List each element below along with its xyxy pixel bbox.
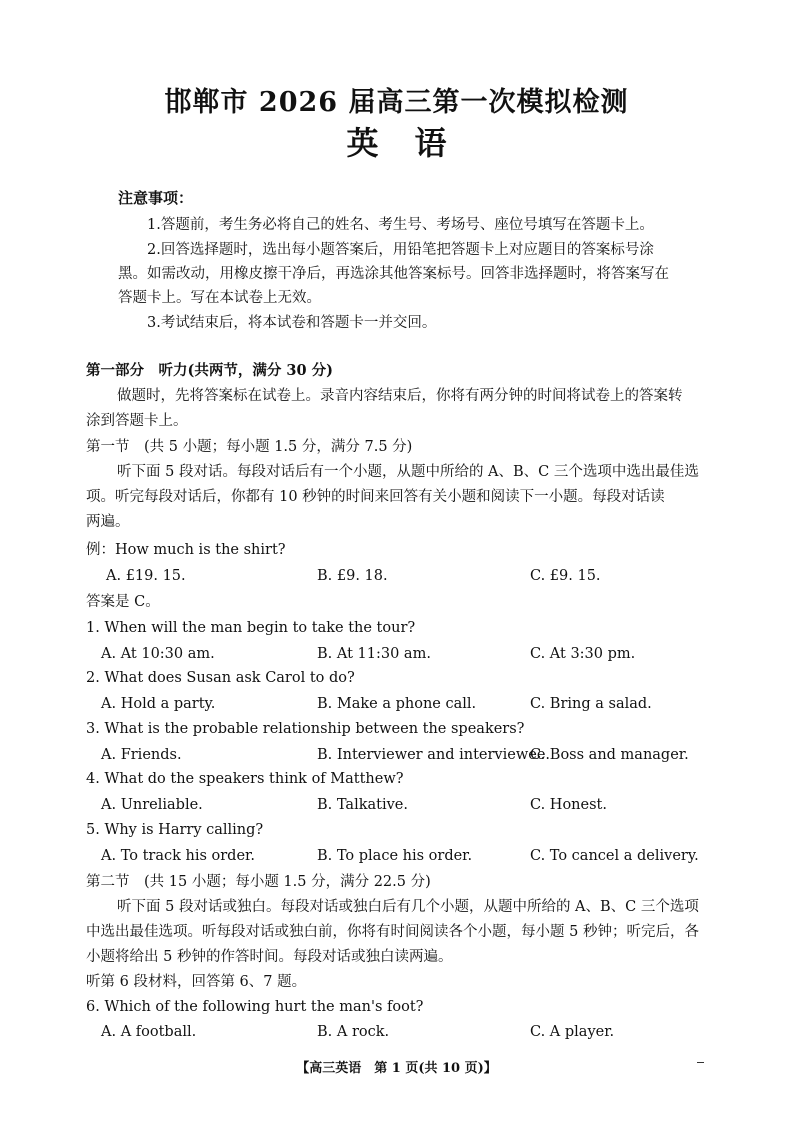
question-2-option-b: B. Make a phone call. bbox=[317, 696, 477, 712]
section1-heading: 第一节 (共 5 小题；每小题 1.5 分，满分 7.5 分) bbox=[86, 439, 413, 455]
example-option-a: A. £19. 15. bbox=[106, 568, 186, 584]
corner-mark bbox=[697, 1062, 704, 1063]
section2-intro-c: 小题将给出 5 秒钟的作答时间。每段对话或独白读两遍。 bbox=[86, 949, 453, 965]
note-line-2b: 黑。如需改动，用橡皮擦干净后，再选涂其他答案标号。回答非选择题时，将答案写在 bbox=[118, 266, 669, 282]
question-5-option-a: A. To track his order. bbox=[101, 848, 255, 864]
notes-heading: 注意事项： bbox=[118, 189, 194, 207]
example-answer: 答案是 C。 bbox=[86, 594, 160, 610]
exam-title: 邯郸市 2026 届高三第一次模拟检测 bbox=[164, 87, 629, 118]
note-line-2c: 答题卡上。写在本试卷上无效。 bbox=[118, 290, 321, 306]
question-1-option-c: C. At 3:30 pm. bbox=[530, 646, 636, 662]
example-option-b: B. £9. 18. bbox=[317, 568, 388, 584]
example-option-c: C. £9. 15. bbox=[530, 568, 601, 584]
question-4-option-a: A. Unreliable. bbox=[101, 797, 203, 813]
question-3-option-a: A. Friends. bbox=[101, 747, 182, 763]
section2-intro-b: 中选出最佳选项。听每段对话或独白前，你将有时间阅读各个小题，每小题 5 秒钟；听完后，各 bbox=[86, 924, 699, 940]
question-5-option-c: C. To cancel a delivery. bbox=[530, 848, 699, 864]
part1-intro-b: 涂到答题卡上。 bbox=[86, 413, 188, 429]
question-6: 6. Which of the following hurt the man's foot? bbox=[86, 999, 424, 1015]
question-3: 3. What is the probable relationship between the speakers? bbox=[86, 721, 525, 737]
note-line-1: 1.答题前，考生务必将自己的姓名、考生号、考场号、座位号填写在答题卡上。 bbox=[147, 217, 654, 233]
note-line-2a: 2.回答选择题时，选出每小题答案后，用铅笔把答题卡上对应题目的答案标号涂 bbox=[147, 242, 654, 258]
subject-title: 英语 bbox=[346, 124, 483, 162]
section2-intro-a: 听下面 5 段对话或独白。每段对话或独白后有几个小题，从题中所给的 A、B、C 三个选项 bbox=[117, 899, 699, 915]
part1-heading: 第一部分 听力(共两节，满分 30 分) bbox=[86, 362, 333, 379]
question-2-option-a: A. Hold a party. bbox=[101, 696, 216, 712]
section1-intro-a: 听下面 5 段对话。每段对话后有一个小题，从题中所给的 A、B、C 三个选项中选出最佳选 bbox=[117, 464, 699, 480]
section1-intro-c: 两遍。 bbox=[86, 514, 130, 530]
part1-intro-a: 做题时，先将答案标在试卷上。录音内容结束后，你将有两分钟的时间将试卷上的答案转 bbox=[117, 388, 683, 404]
question-1: 1. When will the man begin to take the tour? bbox=[86, 620, 416, 636]
question-4-option-b: B. Talkative. bbox=[317, 797, 408, 813]
section1-intro-b: 项。听完每段对话后，你都有 10 秒钟的时间来回答有关小题和阅读下一小题。每段对话读 bbox=[86, 489, 665, 505]
question-3-option-b: B. Interviewer and interviewee. bbox=[317, 747, 551, 763]
note-line-3: 3.考试结束后，将本试卷和答题卡一并交回。 bbox=[147, 315, 437, 331]
question-6-option-b: B. A rock. bbox=[317, 1024, 390, 1040]
question-4: 4. What do the speakers think of Matthew? bbox=[86, 771, 404, 787]
question-4-option-c: C. Honest. bbox=[530, 797, 607, 813]
question-1-option-b: B. At 11:30 am. bbox=[317, 646, 431, 662]
question-6-option-c: C. A player. bbox=[530, 1024, 615, 1040]
question-3-option-c: C. Boss and manager. bbox=[530, 747, 689, 763]
question-2: 2. What does Susan ask Carol to do? bbox=[86, 670, 355, 686]
page-footer: 【高三英语 第 1 页(共 10 页)】 bbox=[296, 1061, 497, 1076]
question-5-option-b: B. To place his order. bbox=[317, 848, 473, 864]
section2-material: 听第 6 段材料，回答第 6、7 题。 bbox=[86, 974, 307, 990]
example-question: 例：How much is the shirt? bbox=[86, 542, 286, 558]
section2-heading: 第二节 (共 15 小题；每小题 1.5 分，满分 22.5 分) bbox=[86, 874, 431, 890]
question-5: 5. Why is Harry calling? bbox=[86, 822, 264, 838]
question-6-option-a: A. A football. bbox=[101, 1024, 197, 1040]
question-1-option-a: A. At 10:30 am. bbox=[101, 646, 215, 662]
question-2-option-c: C. Bring a salad. bbox=[530, 696, 652, 712]
